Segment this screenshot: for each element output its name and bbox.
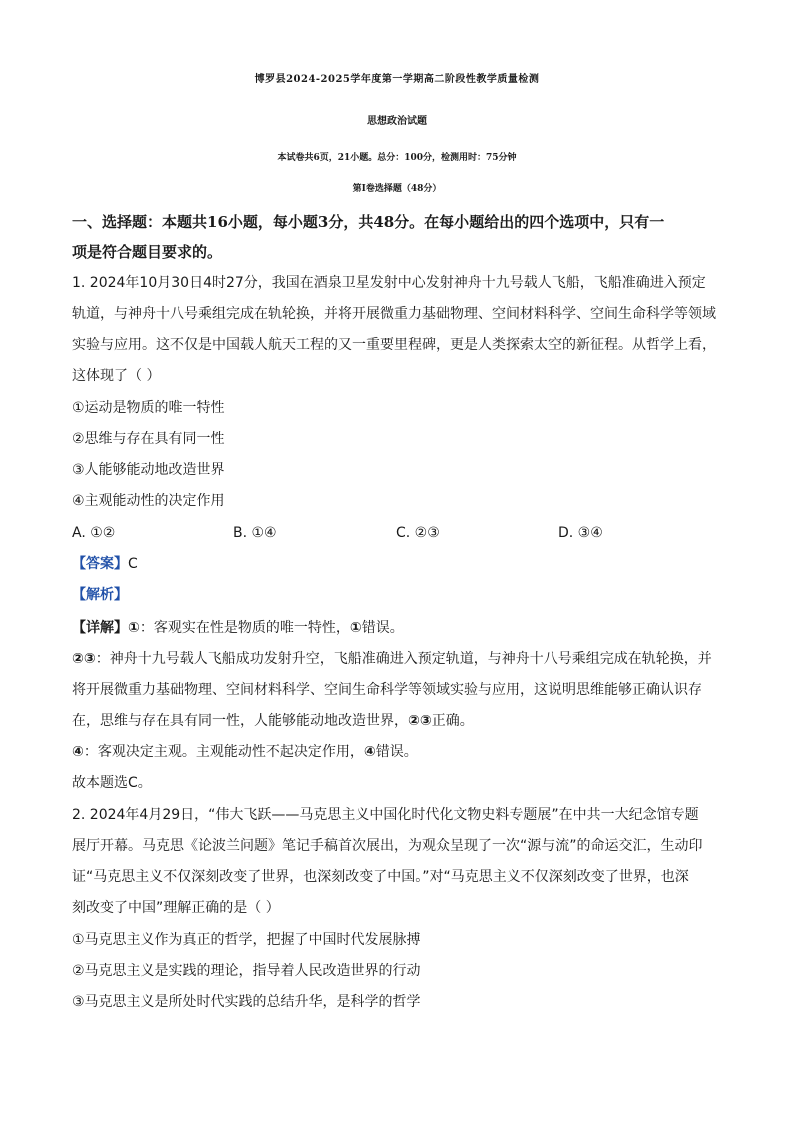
- answer-label: 【答案】: [72, 556, 128, 572]
- q1-option-d: D. ③④: [558, 525, 603, 541]
- q2-statement: ①马克思主义作为真正的哲学，把握了中国时代发展脉搏: [72, 932, 421, 948]
- q1-statement: ④主观能动性的决定作用: [72, 493, 225, 509]
- detail-tail-bold: ②③: [408, 713, 432, 729]
- detail-text: ：客观实在性是物质的唯一特性，: [139, 620, 350, 636]
- q1-option-b: B. ①④: [233, 525, 277, 541]
- answer-value: C: [128, 556, 138, 572]
- q1-detail-line: [72, 742, 418, 762]
- q1-detail-line: [72, 649, 712, 669]
- exam-info: 本试卷共6页，21小题。总分：100分，检测用时：75分钟: [277, 153, 517, 163]
- instruction-line-2: 项是符合题目要求的。: [72, 243, 223, 261]
- q1-analysis-label: [72, 585, 128, 605]
- q2-stem-line: 展厅开幕。马克思《论波兰问题》笔记手稿首次展出，为观众呈现了一次“源与流”的命运交汇，生动印: [72, 838, 703, 854]
- q1-detail-line: [72, 711, 474, 731]
- q2-stem-line: 证“马克思主义不仅深刻改变了世界，也深刻改变了中国。”对“马克思主义不仅深刻改变了世界，也深: [72, 869, 689, 885]
- exam-title: 博罗县2024-2025学年度第一学期高二阶段性教学质量检测: [254, 74, 540, 85]
- q1-statement: ②思维与存在具有同一性: [72, 431, 225, 447]
- detail-label: 【详解】: [72, 620, 128, 636]
- detail-lead: ①: [128, 620, 140, 636]
- q1-detail-line: 将开展微重力基础物理、空间材料科学、空间生命科学等领域实验与应用，这说明思维能够正确认识存: [72, 682, 702, 698]
- q1-stem-line: 实验与应用。这不仅是中国载人航天工程的又一重要里程碑，更是人类探索太空的新征程。从哲学上看，: [72, 337, 716, 353]
- analysis-label: 【解析】: [72, 587, 128, 603]
- q1-stem-line: 这体现了（ ）: [72, 368, 161, 384]
- q1-detail-line: [72, 618, 404, 638]
- q1-option-a: A. ①②: [72, 525, 116, 541]
- q2-stem-line: 刻改变了中国”理解正确的是（ ）: [72, 900, 280, 916]
- q1-statement: ①运动是物质的唯一特性: [72, 400, 225, 416]
- q1-conclusion: 故本题选C。: [72, 775, 152, 791]
- section-title: 第Ⅰ卷选择题（48分）: [352, 184, 442, 194]
- q2-statement: ②马克思主义是实践的理论，指导着人民改造世界的行动: [72, 963, 421, 979]
- q1-answer: [72, 554, 138, 574]
- detail-text: 在，思维与存在具有同一性，人能够能动地改造世界，: [72, 713, 408, 729]
- detail-lead: ④: [72, 744, 84, 760]
- subject-title: 思想政治试题: [367, 116, 427, 127]
- q1-option-c: C. ②③: [396, 525, 440, 541]
- q1-stem-line: 轨道，与神舟十八号乘组完成在轨轮换，并将开展微重力基础物理、空间材料科学、空间生命科学等领域: [72, 306, 716, 322]
- detail-tail: 正确。: [431, 713, 474, 729]
- detail-tail: 错误。: [361, 620, 404, 636]
- q2-statement: ③马克思主义是所处时代实践的总结升华，是科学的哲学: [72, 994, 421, 1010]
- detail-text: ：客观决定主观。主观能动性不起决定作用，: [83, 744, 364, 760]
- detail-lead: ②③: [72, 651, 96, 667]
- q2-stem-line: 2. 2024年4月29日，“伟大飞跃——马克思主义中国化时代化文物史料专题展”在中共一大纪念馆专题: [72, 807, 699, 823]
- detail-tail-bold: ④: [363, 744, 376, 760]
- detail-tail-bold: ①: [349, 620, 362, 636]
- detail-text: ：神舟十九号载人飞船成功发射升空，飞船准确进入预定轨道，与神舟十八号乘组完成在轨轮换，并: [95, 651, 712, 667]
- q1-stem-line: 1. 2024年10月30日4时27分，我国在酒泉卫星发射中心发射神舟十九号载人飞船，飞船准确进入预定: [72, 275, 706, 291]
- detail-tail: 错误。: [375, 744, 418, 760]
- instruction-line-1: 一、选择题：本题共16小题，每小题3分，共48分。在每小题给出的四个选项中，只有一: [72, 213, 665, 231]
- q1-statement: ③人能够能动地改造世界: [72, 462, 225, 478]
